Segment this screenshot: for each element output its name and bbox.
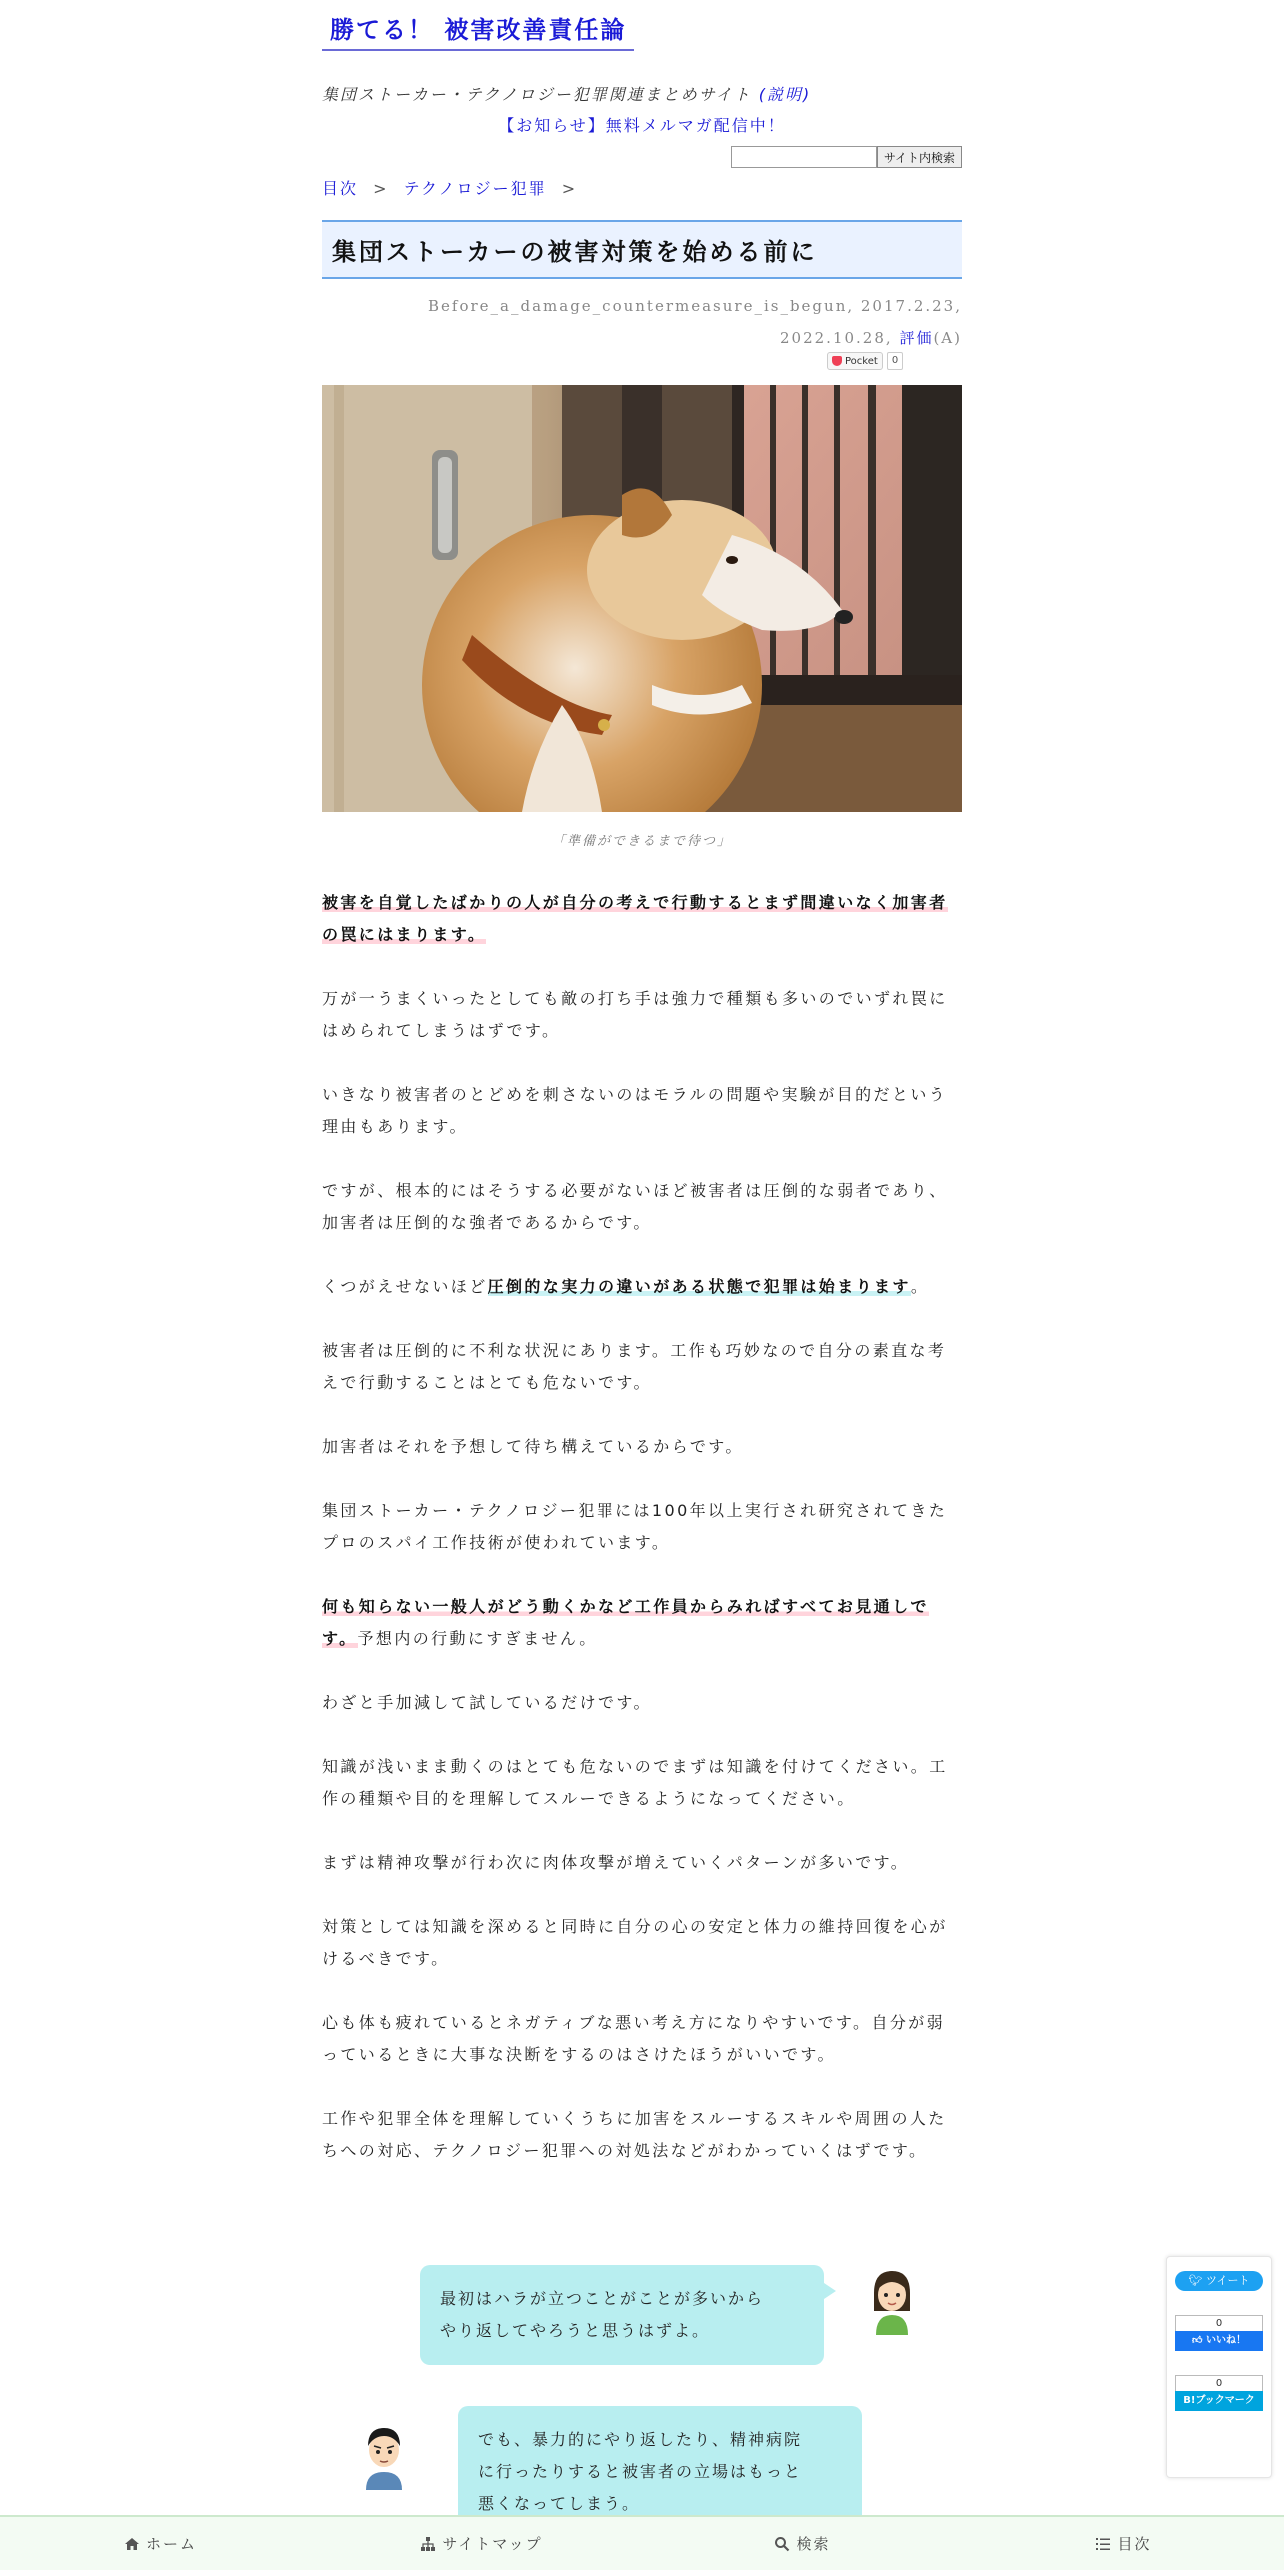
- highlighted-text: 圧倒的な実力の違いがある状態で犯罪は始まります: [487, 1277, 911, 1296]
- page-title: 集団ストーカーの被害対策を始める前に: [322, 220, 962, 279]
- tagline-text: 集団ストーカー・テクノロジー犯罪関連まとめサイト: [322, 85, 752, 104]
- bubble-line: 最初はハラが立つことがことが多いから: [440, 2289, 765, 2308]
- home-icon: [124, 2536, 140, 2552]
- update-date: 2022.10.28,: [780, 329, 893, 347]
- like-count: 0: [1175, 2315, 1263, 2333]
- nav-toc-label: 目次: [1117, 2535, 1152, 2553]
- bookmark-label: ブックマーク: [1195, 2395, 1255, 2406]
- nav-toc[interactable]: [963, 2517, 1284, 2570]
- rating-link[interactable]: 評価: [899, 329, 934, 347]
- paragraph: [322, 1271, 962, 1303]
- pocket-icon: [832, 356, 842, 366]
- woman-avatar-icon: [862, 2265, 922, 2335]
- man-avatar-icon: [354, 2420, 414, 2490]
- like-label: いいね！: [1205, 2335, 1246, 2346]
- article-meta: [428, 290, 962, 354]
- paragraph: 万が一うまくいったとしても敵の打ち手は強力で種類も多いのでいずれ罠にはめられてしまうはずです。: [322, 989, 948, 1040]
- bubble-line: 悪くなってしまう。: [478, 2494, 641, 2513]
- search-icon: [774, 2536, 790, 2552]
- thumbs-up-icon: 👍︎: [1192, 2335, 1206, 2346]
- paragraph-text: 。: [910, 1277, 930, 1296]
- paragraph: 集団ストーカー・テクノロジー犯罪には100年以上実行され研究されてきたプロのスパイ工作技術が使われています。: [322, 1501, 948, 1552]
- hatena-b-icon: B!: [1183, 2395, 1196, 2406]
- facebook-like-button[interactable]: [1175, 2331, 1263, 2351]
- pocket-button[interactable]: [827, 352, 883, 370]
- bookmark-count: 0: [1175, 2375, 1263, 2393]
- nav-home-label: ホーム: [145, 2535, 197, 2553]
- article-update-line: [428, 322, 962, 354]
- share-widget: [1166, 2256, 1272, 2478]
- breadcrumb-separator: >: [373, 179, 389, 198]
- sitemap-icon: [420, 2536, 436, 2552]
- site-tagline: [322, 82, 811, 105]
- site-title[interactable]: 勝てる！ 被害改善責任論: [322, 8, 634, 51]
- explain-link[interactable]: (説明): [758, 85, 812, 104]
- pocket-widget: [827, 352, 903, 370]
- bubble-line: でも、暴力的にやり返したり、精神病院: [478, 2430, 803, 2449]
- nav-search-label: 検索: [796, 2535, 831, 2553]
- highlighted-text: 何も知らない一般人がどう動くかなど工作員からみればすべてお見通しです。: [322, 1597, 929, 1648]
- nav-sitemap[interactable]: [321, 2517, 642, 2570]
- breadcrumb-item-technology-crime[interactable]: テクノロジー犯罪: [403, 179, 547, 198]
- paragraph: いきなり被害者のとどめを刺さないのはモラルの問題や実験が目的だという理由もあります。: [322, 1085, 948, 1136]
- paragraph: 心も体も疲れているとネガティブな悪い考え方になりやすいです。自分が弱っているときに大事な決断をするのはさけたほうがいいです。: [322, 2013, 946, 2064]
- pocket-label: Pocket: [845, 355, 878, 367]
- paragraph-text: 予想内の行動にすぎません。: [357, 1629, 598, 1648]
- list-icon: [1095, 2536, 1111, 2552]
- paragraph: [322, 1591, 962, 1655]
- tweet-button[interactable]: [1175, 2271, 1263, 2291]
- hero-image-dog-at-window: [322, 385, 962, 812]
- paragraph: 知識が浅いまま動くのはとても危ないのでまずは知識を付けてください。工作の種類や目的を理解してスルーできるようになってください。: [322, 1757, 948, 1808]
- paragraph: 対策としては知識を深めると同時に自分の心の安定と体力の維持回復を心がけるべきです。: [322, 1917, 948, 1968]
- bubble-line: に行ったりすると被害者の立場はもっと: [478, 2462, 803, 2481]
- hatena-bookmark-button[interactable]: [1175, 2391, 1263, 2411]
- speech-bubble-woman: [420, 2265, 824, 2365]
- breadcrumb: [322, 176, 585, 199]
- paragraph: わざと手加減して試しているだけです。: [322, 1693, 652, 1712]
- search-button[interactable]: サイト内検索: [877, 146, 962, 168]
- tweet-label: ツイート: [1206, 2274, 1250, 2287]
- highlighted-text: 被害を自覚したばかりの人が自分の考えで行動するとまず間違いなく加害者の罠にはまります。: [322, 893, 948, 944]
- paragraph: 工作や犯罪全体を理解していくうちに加害をスルーするスキルや周囲の人たちへの対応、テクノロジー犯罪への対処法などがわかっていくはずです。: [322, 2109, 947, 2160]
- paragraph: [322, 887, 962, 951]
- bubble-line: やり返してやろうと思うはずよ。: [440, 2321, 711, 2340]
- nav-search[interactable]: [642, 2517, 963, 2570]
- paragraph: 被害者は圧倒的に不利な状況にあります。工作も巧妙なので自分の素直な考えで行動することはとても危ないです。: [322, 1341, 947, 1392]
- nav-home[interactable]: [0, 2517, 321, 2570]
- breadcrumb-separator: >: [561, 179, 578, 198]
- paragraph: ですが、根本的にはそうする必要がないほど被害者は圧倒的な弱者であり、加害者は圧倒的な強者であるからです。: [322, 1181, 948, 1232]
- search-input[interactable]: [731, 146, 877, 168]
- pocket-count: 0: [887, 352, 903, 370]
- image-caption: 「準備ができるまで待つ」: [551, 834, 732, 849]
- paragraph: まずは精神攻撃が行わ次に肉体攻撃が増えていくパターンが多いです。: [322, 1853, 910, 1872]
- paragraph-text: くつがえせないほど: [322, 1277, 488, 1296]
- paragraph: 加害者はそれを予想して待ち構えているからです。: [322, 1437, 744, 1456]
- nav-sitemap-label: サイトマップ: [442, 2535, 543, 2553]
- breadcrumb-item-toc[interactable]: 目次: [322, 179, 359, 198]
- article-slug-date: Before_a_damage_countermeasure_is_begun, 2017.2.23,: [428, 297, 962, 315]
- rating-value: (A): [933, 329, 962, 347]
- site-search: [731, 146, 962, 168]
- twitter-bird-icon: 🐦︎: [1188, 2274, 1206, 2287]
- newsletter-notice-link[interactable]: 【お知らせ】無料メルマガ配信中！: [498, 116, 786, 135]
- bottom-nav: [0, 2515, 1284, 2570]
